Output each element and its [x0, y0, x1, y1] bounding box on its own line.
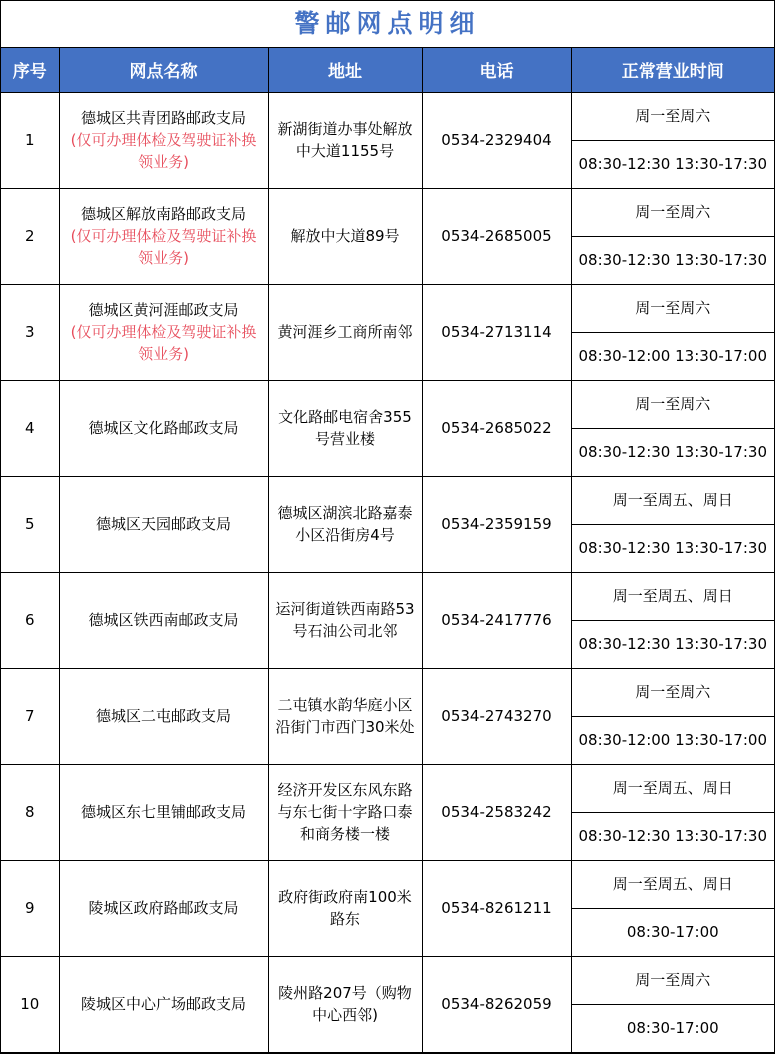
- table-row: [1, 92, 774, 140]
- branch-phone: 0534-2329404: [422, 92, 571, 188]
- branch-address: 黄河涯乡工商所南邻: [268, 284, 422, 380]
- branch-name-cell: [59, 188, 268, 284]
- row-number: 9: [1, 860, 59, 956]
- business-hours: 08:30-12:30 13:30-17:30: [571, 620, 774, 668]
- branch-name-cell: [59, 764, 268, 860]
- header-name: 网点名称: [59, 48, 268, 92]
- branch-name-cell: [59, 860, 268, 956]
- business-hours: 08:30-12:30 13:30-17:30: [571, 812, 774, 860]
- branch-name: 德城区黄河涯邮政支局: [88, 301, 239, 319]
- branch-phone: 0534-2713114: [422, 284, 571, 380]
- branch-address: 新湖街道办事处解放中大道1155号: [268, 92, 422, 188]
- business-days: 周一至周六: [571, 284, 774, 332]
- row-number: 5: [1, 476, 59, 572]
- row-number: 2: [1, 188, 59, 284]
- branch-address: 经济开发区东风东路与东七街十字路口泰和商务楼一楼: [268, 764, 422, 860]
- branch-name-cell: [59, 956, 268, 1052]
- branch-address: 文化路邮电宿舍355号营业楼: [268, 380, 422, 476]
- business-days: 周一至周五、周日: [571, 764, 774, 812]
- table-body: [1, 92, 774, 1052]
- business-days: 周一至周五、周日: [571, 476, 774, 524]
- branch-name-cell: [59, 92, 268, 188]
- business-days: 周一至周五、周日: [571, 860, 774, 908]
- header-hours: 正常营业时间: [571, 48, 774, 92]
- business-days: 周一至周六: [571, 92, 774, 140]
- branch-name-cell: [59, 572, 268, 668]
- branch-name: 陵城区中心广场邮政支局: [80, 995, 246, 1013]
- branch-phone: 0534-2417776: [422, 572, 571, 668]
- branch-address: 德城区湖滨北路嘉泰小区沿街房4号: [268, 476, 422, 572]
- branch-name: 德城区文化路邮政支局: [88, 419, 239, 437]
- business-days: 周一至周五、周日: [571, 572, 774, 620]
- branch-phone: 0534-2583242: [422, 764, 571, 860]
- business-hours: 08:30-17:00: [571, 1004, 774, 1052]
- row-number: 10: [1, 956, 59, 1052]
- branch-address: 运河街道铁西南路53号石油公司北邻: [268, 572, 422, 668]
- table-row: [1, 188, 774, 236]
- branch-note: (仅可办理体检及驾驶证补换领业务): [70, 227, 257, 267]
- table-row: [1, 956, 774, 1004]
- business-hours: 08:30-12:30 13:30-17:30: [571, 428, 774, 476]
- table-row: [1, 476, 774, 524]
- row-number: 4: [1, 380, 59, 476]
- business-days: 周一至周六: [571, 956, 774, 1004]
- business-hours: 08:30-12:30 13:30-17:30: [571, 236, 774, 284]
- table-row: [1, 668, 774, 716]
- business-hours: 08:30-12:30 13:30-17:30: [571, 140, 774, 188]
- branch-name: 德城区二屯邮政支局: [95, 707, 231, 725]
- branch-address: 陵州路207号（购物中心西邻): [268, 956, 422, 1052]
- business-hours: 08:30-12:00 13:30-17:00: [571, 716, 774, 764]
- branch-phone: 0534-2359159: [422, 476, 571, 572]
- branch-phone: 0534-2685005: [422, 188, 571, 284]
- branch-name-cell: [59, 284, 268, 380]
- branch-address: 二屯镇水韵华庭小区沿街门市西门30米处: [268, 668, 422, 764]
- sheet-title: 警邮网点明细: [1, 1, 774, 48]
- table-row: [1, 764, 774, 812]
- branch-name-cell: [59, 380, 268, 476]
- business-days: 周一至周六: [571, 668, 774, 716]
- branch-note: (仅可办理体检及驾驶证补换领业务): [70, 131, 257, 171]
- header-row: [1, 48, 774, 92]
- branch-phone: 0534-2743270: [422, 668, 571, 764]
- business-days: 周一至周六: [571, 380, 774, 428]
- branch-phone: 0534-8262059: [422, 956, 571, 1052]
- branch-address: 政府街政府南100米路东: [268, 860, 422, 956]
- branch-name: 德城区解放南路邮政支局: [80, 205, 246, 223]
- branch-name: 德城区共青团路邮政支局: [80, 109, 246, 127]
- branch-name: 德城区天园邮政支局: [95, 515, 231, 533]
- header-no: 序号: [1, 48, 59, 92]
- row-number: 3: [1, 284, 59, 380]
- header-address: 地址: [268, 48, 422, 92]
- table-row: [1, 572, 774, 620]
- header-phone: 电话: [422, 48, 571, 92]
- branch-phone: 0534-8261211: [422, 860, 571, 956]
- business-hours: 08:30-12:00 13:30-17:00: [571, 332, 774, 380]
- branch-address: 解放中大道89号: [268, 188, 422, 284]
- branch-name: 德城区铁西南邮政支局: [88, 611, 239, 629]
- table-row: [1, 380, 774, 428]
- row-number: 8: [1, 764, 59, 860]
- branch-name: 陵城区政府路邮政支局: [88, 899, 239, 917]
- table-row: [1, 284, 774, 332]
- table-row: [1, 860, 774, 908]
- row-number: 6: [1, 572, 59, 668]
- business-hours: 08:30-17:00: [571, 908, 774, 956]
- branch-name: 德城区东七里铺邮政支局: [80, 803, 246, 821]
- branch-table: [1, 48, 774, 1053]
- branch-name-cell: [59, 668, 268, 764]
- business-days: 周一至周六: [571, 188, 774, 236]
- business-hours: 08:30-12:30 13:30-17:30: [571, 524, 774, 572]
- branch-name-cell: [59, 476, 268, 572]
- branch-note: (仅可办理体检及驾驶证补换领业务): [70, 323, 257, 363]
- branch-phone: 0534-2685022: [422, 380, 571, 476]
- row-number: 7: [1, 668, 59, 764]
- row-number: 1: [1, 92, 59, 188]
